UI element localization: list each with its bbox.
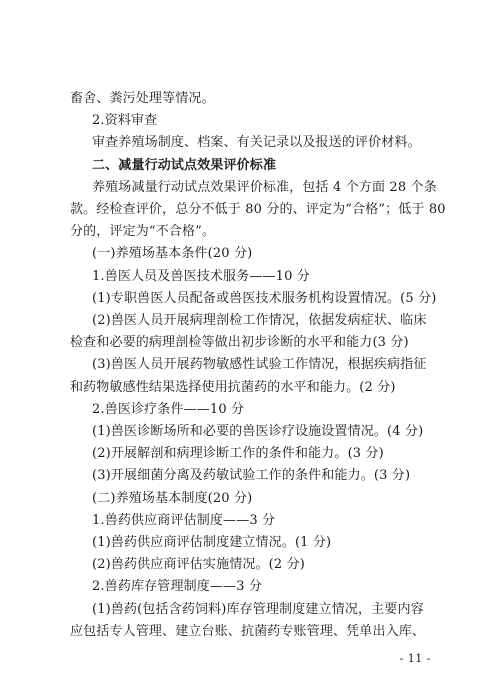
text-line: (1)专职兽医人员配备或兽医技术服务机构设置情况。(5 分)	[92, 290, 437, 306]
text-line: (2)兽医人员开展病理剖检工作情况，依据发病症状、临床	[92, 313, 427, 328]
text-line: 畜舍、粪污处理等情况。	[70, 91, 215, 106]
text-line: (1)兽医诊断场所和必要的兽医诊疗设施设置情况。(4 分)	[92, 424, 424, 439]
text-line: 审查养殖场制度、档案、有关记录以及报送的评价材料。	[92, 135, 421, 151]
text-line: 应包括专人管理、建立台账、抗菌药专账管理、凭单出入库、	[70, 623, 426, 639]
text-line: (3)兽医人员开展药物敏感性试验工作情况，根据疾病指征	[92, 357, 427, 373]
text-line: 2.资料审查	[92, 113, 158, 129]
subsection-heading: (二)养殖场基本制度(20 分)	[92, 490, 253, 506]
text-line: 养殖场减量行动试点效果评价标准，包括 4 个方面 28 个条	[92, 179, 437, 195]
text-line: (2)开展解剖和病理诊断工作的条件和能力。(3 分)	[92, 446, 384, 462]
text-line: 款。经检查评价，总分不低于 80 分的、评定为“合格”；低于 80	[70, 202, 446, 217]
text-line: (1)兽药供应商评估制度建立情况。(1 分)	[92, 535, 332, 550]
item-heading: 1.兽药供应商评估制度——3 分	[92, 512, 276, 528]
text-line: (1)兽药(包括含药饲料)库存管理制度建立情况，主要内容	[92, 601, 424, 617]
page-number: - 11 -	[399, 652, 431, 665]
text-line: 分的，评定为“不合格”。	[70, 224, 216, 240]
text-line: 检查和必要的病理剖检等做出初步诊断的水平和能力(3 分)	[70, 335, 409, 351]
section-heading: 二、减量行动试点效果评价标准	[92, 157, 277, 173]
item-heading: 2.兽医诊疗条件——10 分	[92, 401, 245, 417]
subsection-heading: (一)养殖场基本条件(20 分)	[92, 246, 253, 262]
item-heading: 2.兽药库存管理制度——3 分	[92, 579, 263, 595]
text-line: 和药物敏感性结果选择使用抗菌药的水平和能力。(2 分)	[70, 379, 396, 395]
item-heading: 1.兽医人员及兽医技术服务——10 分	[92, 268, 310, 284]
text-line: (3)开展细菌分离及药敏试验工作的条件和能力。(3 分)	[92, 468, 411, 484]
text-line: (2)兽药供应商评估实施情况。(2 分)	[92, 557, 305, 573]
